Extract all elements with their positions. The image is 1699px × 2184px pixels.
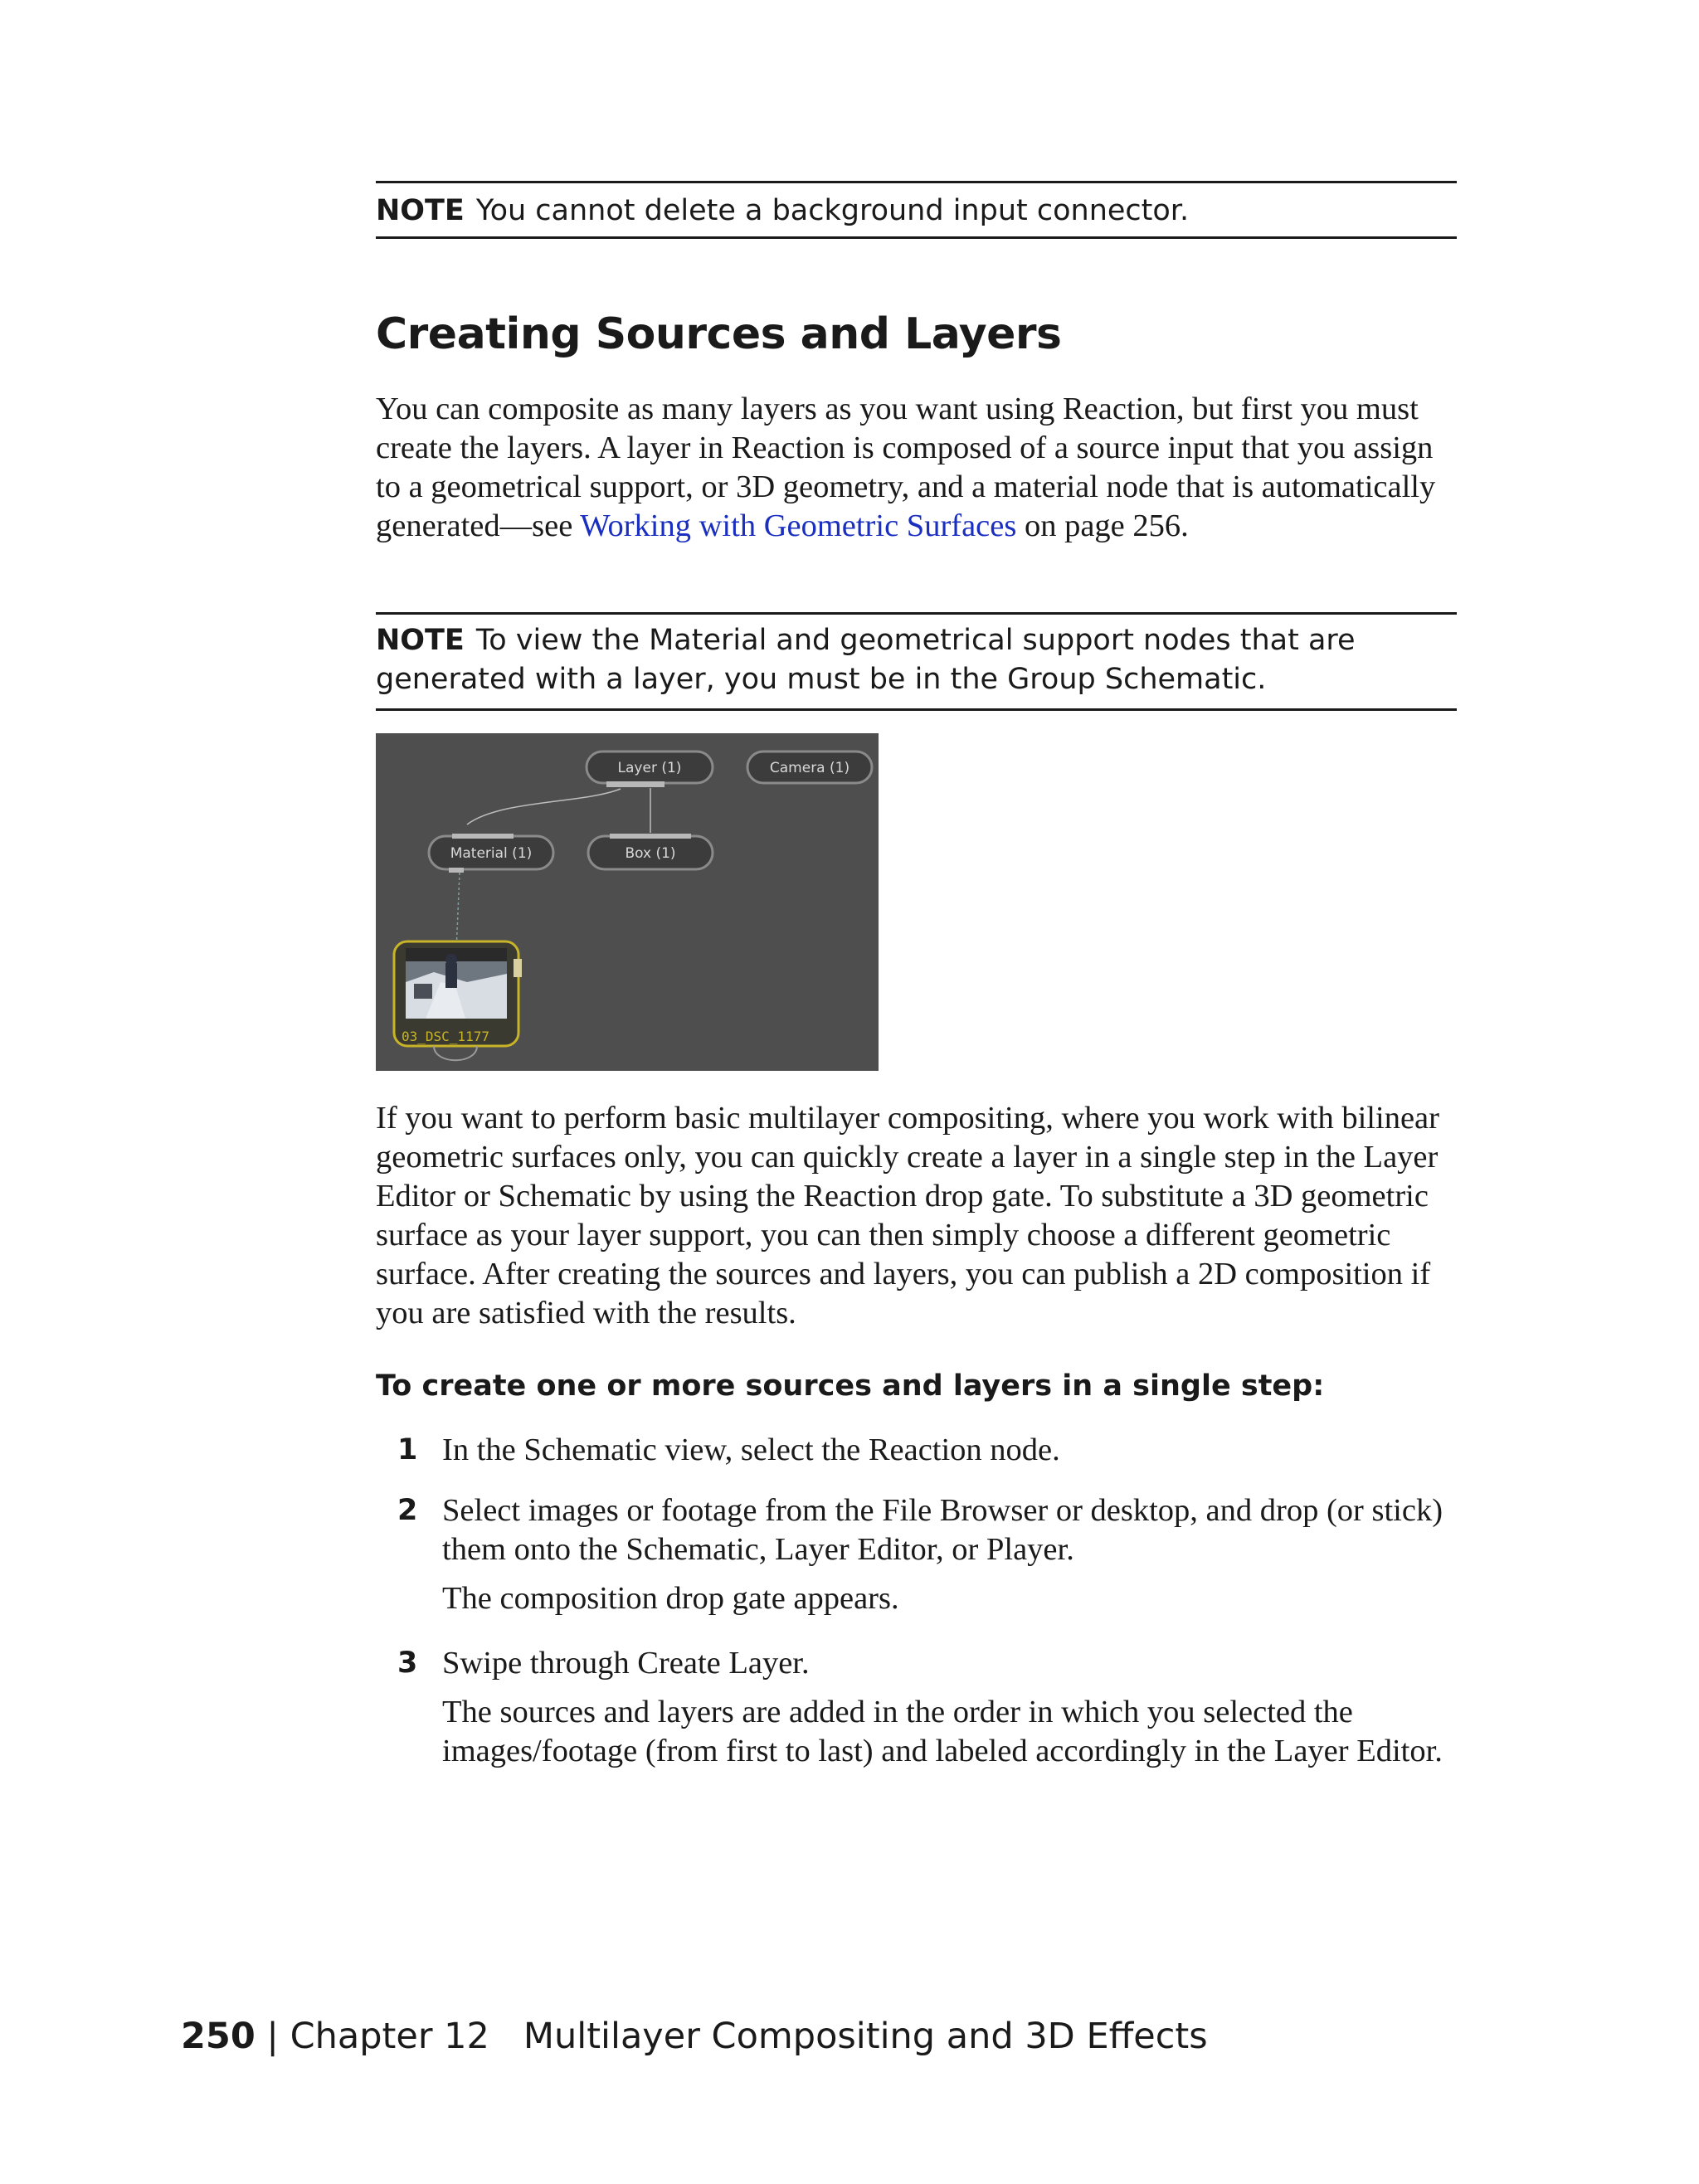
note-text <box>376 615 1457 699</box>
schematic-screenshot <box>376 733 879 1071</box>
box-node-label: Box (1) <box>625 845 676 862</box>
step-number: 2 <box>397 1494 418 1527</box>
clip-node[interactable] <box>394 941 522 1060</box>
box-node[interactable] <box>588 834 713 869</box>
material-node[interactable] <box>429 834 553 873</box>
footer-separator: | <box>255 2016 290 2057</box>
note-box <box>376 612 1457 711</box>
step-text: Swipe through Create Layer. <box>442 1646 810 1681</box>
clip-node-label: 03_DSC_1177 <box>402 1029 489 1044</box>
material-node-label: Material (1) <box>450 845 533 862</box>
intro-paragraph <box>376 390 1457 546</box>
step-result: The composition drop gate appears. <box>442 1581 899 1616</box>
camera-node-label: Camera (1) <box>769 760 850 776</box>
procedure-title: To create one or more sources and layers in a single step: <box>376 1369 1325 1403</box>
note-body: To view the Material and geometrical support nodes that are generated with a layer, you must be in the Group Schematic. <box>376 624 1356 696</box>
chapter-title: Chapter 12 Multilayer Compositing and 3D Effects <box>290 2016 1208 2057</box>
step-text: In the Schematic view, select the Reaction node. <box>442 1432 1060 1467</box>
section-heading: Creating Sources and Layers <box>376 309 1062 359</box>
layer-node[interactable] <box>587 752 713 787</box>
intro-text: You can composite as many layers as you want using Reaction, but first you must create the layers. A layer in Reaction is composed of a source input that you assign to a geometrical support, or 3D geometry, and a material node that is automatically generated—see <box>376 392 1436 543</box>
layer-material-connection <box>467 789 621 824</box>
material-clip-connection <box>456 873 460 951</box>
step-result: The sources and layers are added in the order in which you selected the images/footage (from first to last) and labeled accordingly in the Layer Editor. <box>442 1695 1443 1768</box>
note-box <box>376 181 1457 239</box>
schematic-graph <box>376 733 879 1071</box>
note-label: NOTE <box>376 194 465 227</box>
note-body: You cannot delete a background input connector. <box>475 194 1190 227</box>
page-number: 250 <box>181 2016 256 2057</box>
page-footer <box>181 2013 1208 2060</box>
layer-node-label: Layer (1) <box>617 760 682 776</box>
cross-reference-link[interactable]: Working with Geometric Surfaces <box>580 508 1017 543</box>
note-text <box>376 183 1457 231</box>
step-text: Select images or footage from the File Browser or desktop, and drop (or stick) them onto the Schematic, Layer Editor, or Player. <box>442 1493 1443 1567</box>
camera-node[interactable] <box>747 752 872 783</box>
step-number: 3 <box>397 1647 418 1680</box>
note-label: NOTE <box>376 624 465 657</box>
compositing-paragraph: If you want to perform basic multilayer compositing, where you work with bilinear geometric surfaces only, you can quickly create a layer in a single step in the Layer Editor or Schematic by using the Reaction drop gate. To substitute a 3D geometric surface as your layer support, you can then simply choose a different geometric surface. After creating the sources and layers, you can publish a 2D composition if you are satisfied with the results. <box>376 1101 1439 1330</box>
intro-text-tail: on page 256. <box>1016 508 1189 543</box>
step-number: 1 <box>397 1433 418 1467</box>
